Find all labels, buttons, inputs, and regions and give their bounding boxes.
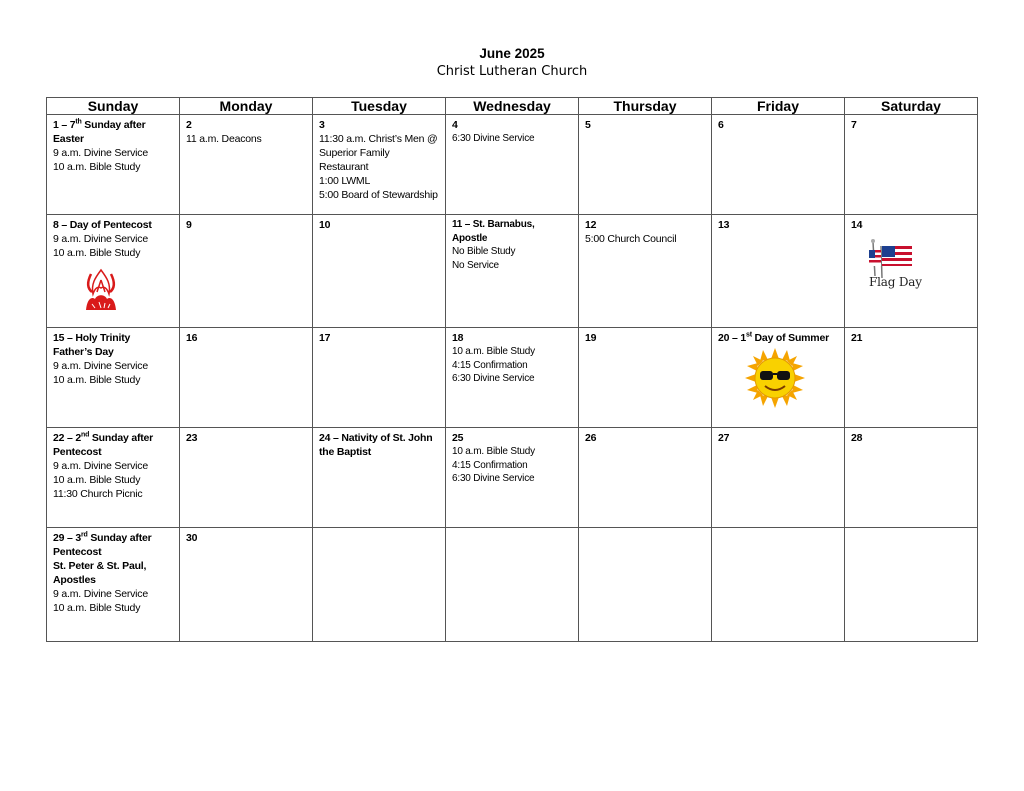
day-cell-23 [180, 428, 313, 528]
day-number: 9 [186, 219, 192, 231]
day-number: 12 [585, 219, 597, 231]
day-number: 26 [585, 432, 597, 444]
event: 6:30 Divine Service [452, 473, 535, 484]
weekday-saturday: Saturday [845, 98, 978, 115]
event: 6:30 Divine Service [452, 133, 535, 144]
day-title: 20 – 1st Day of Summer [718, 331, 829, 344]
day-number: 6 [718, 119, 724, 131]
day-number: 17 [319, 332, 331, 344]
day-cell-10 [313, 215, 446, 328]
day-cell-12 [579, 215, 712, 328]
day-cell-30 [180, 528, 313, 642]
day-title: 22 – 2nd Sunday after Pentecost [53, 431, 154, 458]
week-row-2 [47, 215, 978, 328]
event: 1:00 LWML [319, 175, 371, 187]
week-row-5 [47, 528, 978, 642]
event: 4:15 Confirmation [452, 359, 528, 371]
dove-flame-icon [83, 266, 173, 316]
event: 10 a.m. Bible Study [53, 474, 141, 486]
empty-cell [313, 528, 446, 642]
page-title: June 2025 [479, 46, 545, 61]
event: 4:15 Confirmation [452, 459, 528, 471]
day-title: 24 – Nativity of St. John the Baptist [319, 432, 433, 458]
day-cell-26 [579, 428, 712, 528]
event: 10 a.m. Bible Study [53, 161, 141, 173]
day-title: Father’s Day [53, 346, 114, 358]
day-cell-18 [446, 328, 579, 428]
event: 9 a.m. Divine Service [53, 588, 149, 600]
day-cell-29 [47, 528, 180, 642]
day-cell-17 [313, 328, 446, 428]
day-cell-21 [845, 328, 978, 428]
weekday-wednesday: Wednesday [446, 98, 579, 115]
flag-day-icon [865, 234, 971, 294]
day-number: 21 [851, 332, 863, 344]
day-cell-16 [180, 328, 313, 428]
day-title: 1 – 7th Sunday after Easter [53, 118, 146, 145]
day-number: 2 [186, 119, 192, 131]
day-number: 5 [585, 119, 591, 131]
event: 5:00 Church Council [585, 233, 677, 245]
day-cell-1 [47, 115, 180, 215]
day-number: 10 [319, 219, 331, 231]
event: 10 a.m. Bible Study [452, 346, 535, 357]
day-title: 11 – St. Barnabus, Apostle [452, 219, 535, 244]
day-number: 19 [585, 332, 597, 344]
event: 10 a.m. Bible Study [452, 446, 535, 457]
day-cell-22 [47, 428, 180, 528]
day-title: 29 – 3rd Sunday after Pentecost [53, 531, 152, 558]
day-cell-7 [845, 115, 978, 215]
day-cell-11 [446, 215, 579, 328]
church-name: Christ Lutheran Church [436, 64, 588, 79]
week-row-4 [47, 428, 978, 528]
day-cell-8 [47, 215, 180, 328]
day-number: 18 [452, 332, 464, 344]
day-number: 27 [718, 432, 730, 444]
event: 9 a.m. Divine Service [53, 360, 149, 372]
day-number: 14 [851, 219, 863, 231]
day-number: 30 [186, 532, 198, 544]
day-cell-5 [579, 115, 712, 215]
empty-cell [579, 528, 712, 642]
event: 11 a.m. Deacons [186, 133, 262, 145]
event: 11:30 Church Picnic [53, 488, 143, 500]
day-cell-27 [712, 428, 845, 528]
sun-sunglasses-icon [744, 347, 838, 413]
event: 9 a.m. Divine Service [53, 147, 149, 159]
event: 10 a.m. Bible Study [53, 602, 141, 614]
weekday-sunday: Sunday [47, 98, 180, 115]
event: 9 a.m. Divine Service [53, 460, 149, 472]
calendar-grid [46, 97, 978, 642]
day-number: 23 [186, 432, 198, 444]
day-number: 7 [851, 119, 857, 131]
week-row-3 [47, 328, 978, 428]
day-number: 3 [319, 119, 325, 131]
weekday-thursday: Thursday [579, 98, 712, 115]
event: No Bible Study [452, 246, 516, 257]
svg-text:Flag Day: Flag Day [869, 275, 922, 289]
day-cell-9 [180, 215, 313, 328]
event: 10 a.m. Bible Study [53, 374, 141, 386]
day-number: 13 [718, 219, 730, 231]
week-row-1 [47, 115, 978, 215]
weekday-friday: Friday [712, 98, 845, 115]
day-cell-25 [446, 428, 579, 528]
day-title: 15 – Holy Trinity [53, 332, 131, 344]
empty-cell [845, 528, 978, 642]
empty-cell [712, 528, 845, 642]
day-cell-24 [313, 428, 446, 528]
empty-cell [446, 528, 579, 642]
day-number: 16 [186, 332, 198, 344]
day-cell-15 [47, 328, 180, 428]
weekday-tuesday: Tuesday [313, 98, 446, 115]
event: 5:00 Board of Stewardship [319, 189, 438, 201]
day-cell-4 [446, 115, 579, 215]
day-title: 8 – Day of Pentecost [53, 219, 152, 231]
day-cell-3 [313, 115, 446, 215]
day-cell-6 [712, 115, 845, 215]
event: No Service [452, 259, 499, 271]
day-title: St. Peter & St. Paul, Apostles [53, 560, 147, 586]
day-cell-14 [845, 215, 978, 328]
event: 10 a.m. Bible Study [53, 247, 141, 259]
day-cell-20 [712, 328, 845, 428]
day-number: 25 [452, 432, 464, 444]
day-cell-2 [180, 115, 313, 215]
event: 11:30 a.m. Christ’s Men @ Superior Family Restaurant [319, 133, 438, 173]
day-number: 4 [452, 119, 458, 131]
day-number: 28 [851, 432, 863, 444]
weekday-monday: Monday [180, 98, 313, 115]
day-cell-13 [712, 215, 845, 328]
event: 6:30 Divine Service [452, 373, 535, 384]
event: 9 a.m. Divine Service [53, 233, 149, 245]
day-cell-28 [845, 428, 978, 528]
day-cell-19 [579, 328, 712, 428]
weekday-header-row [47, 98, 978, 115]
